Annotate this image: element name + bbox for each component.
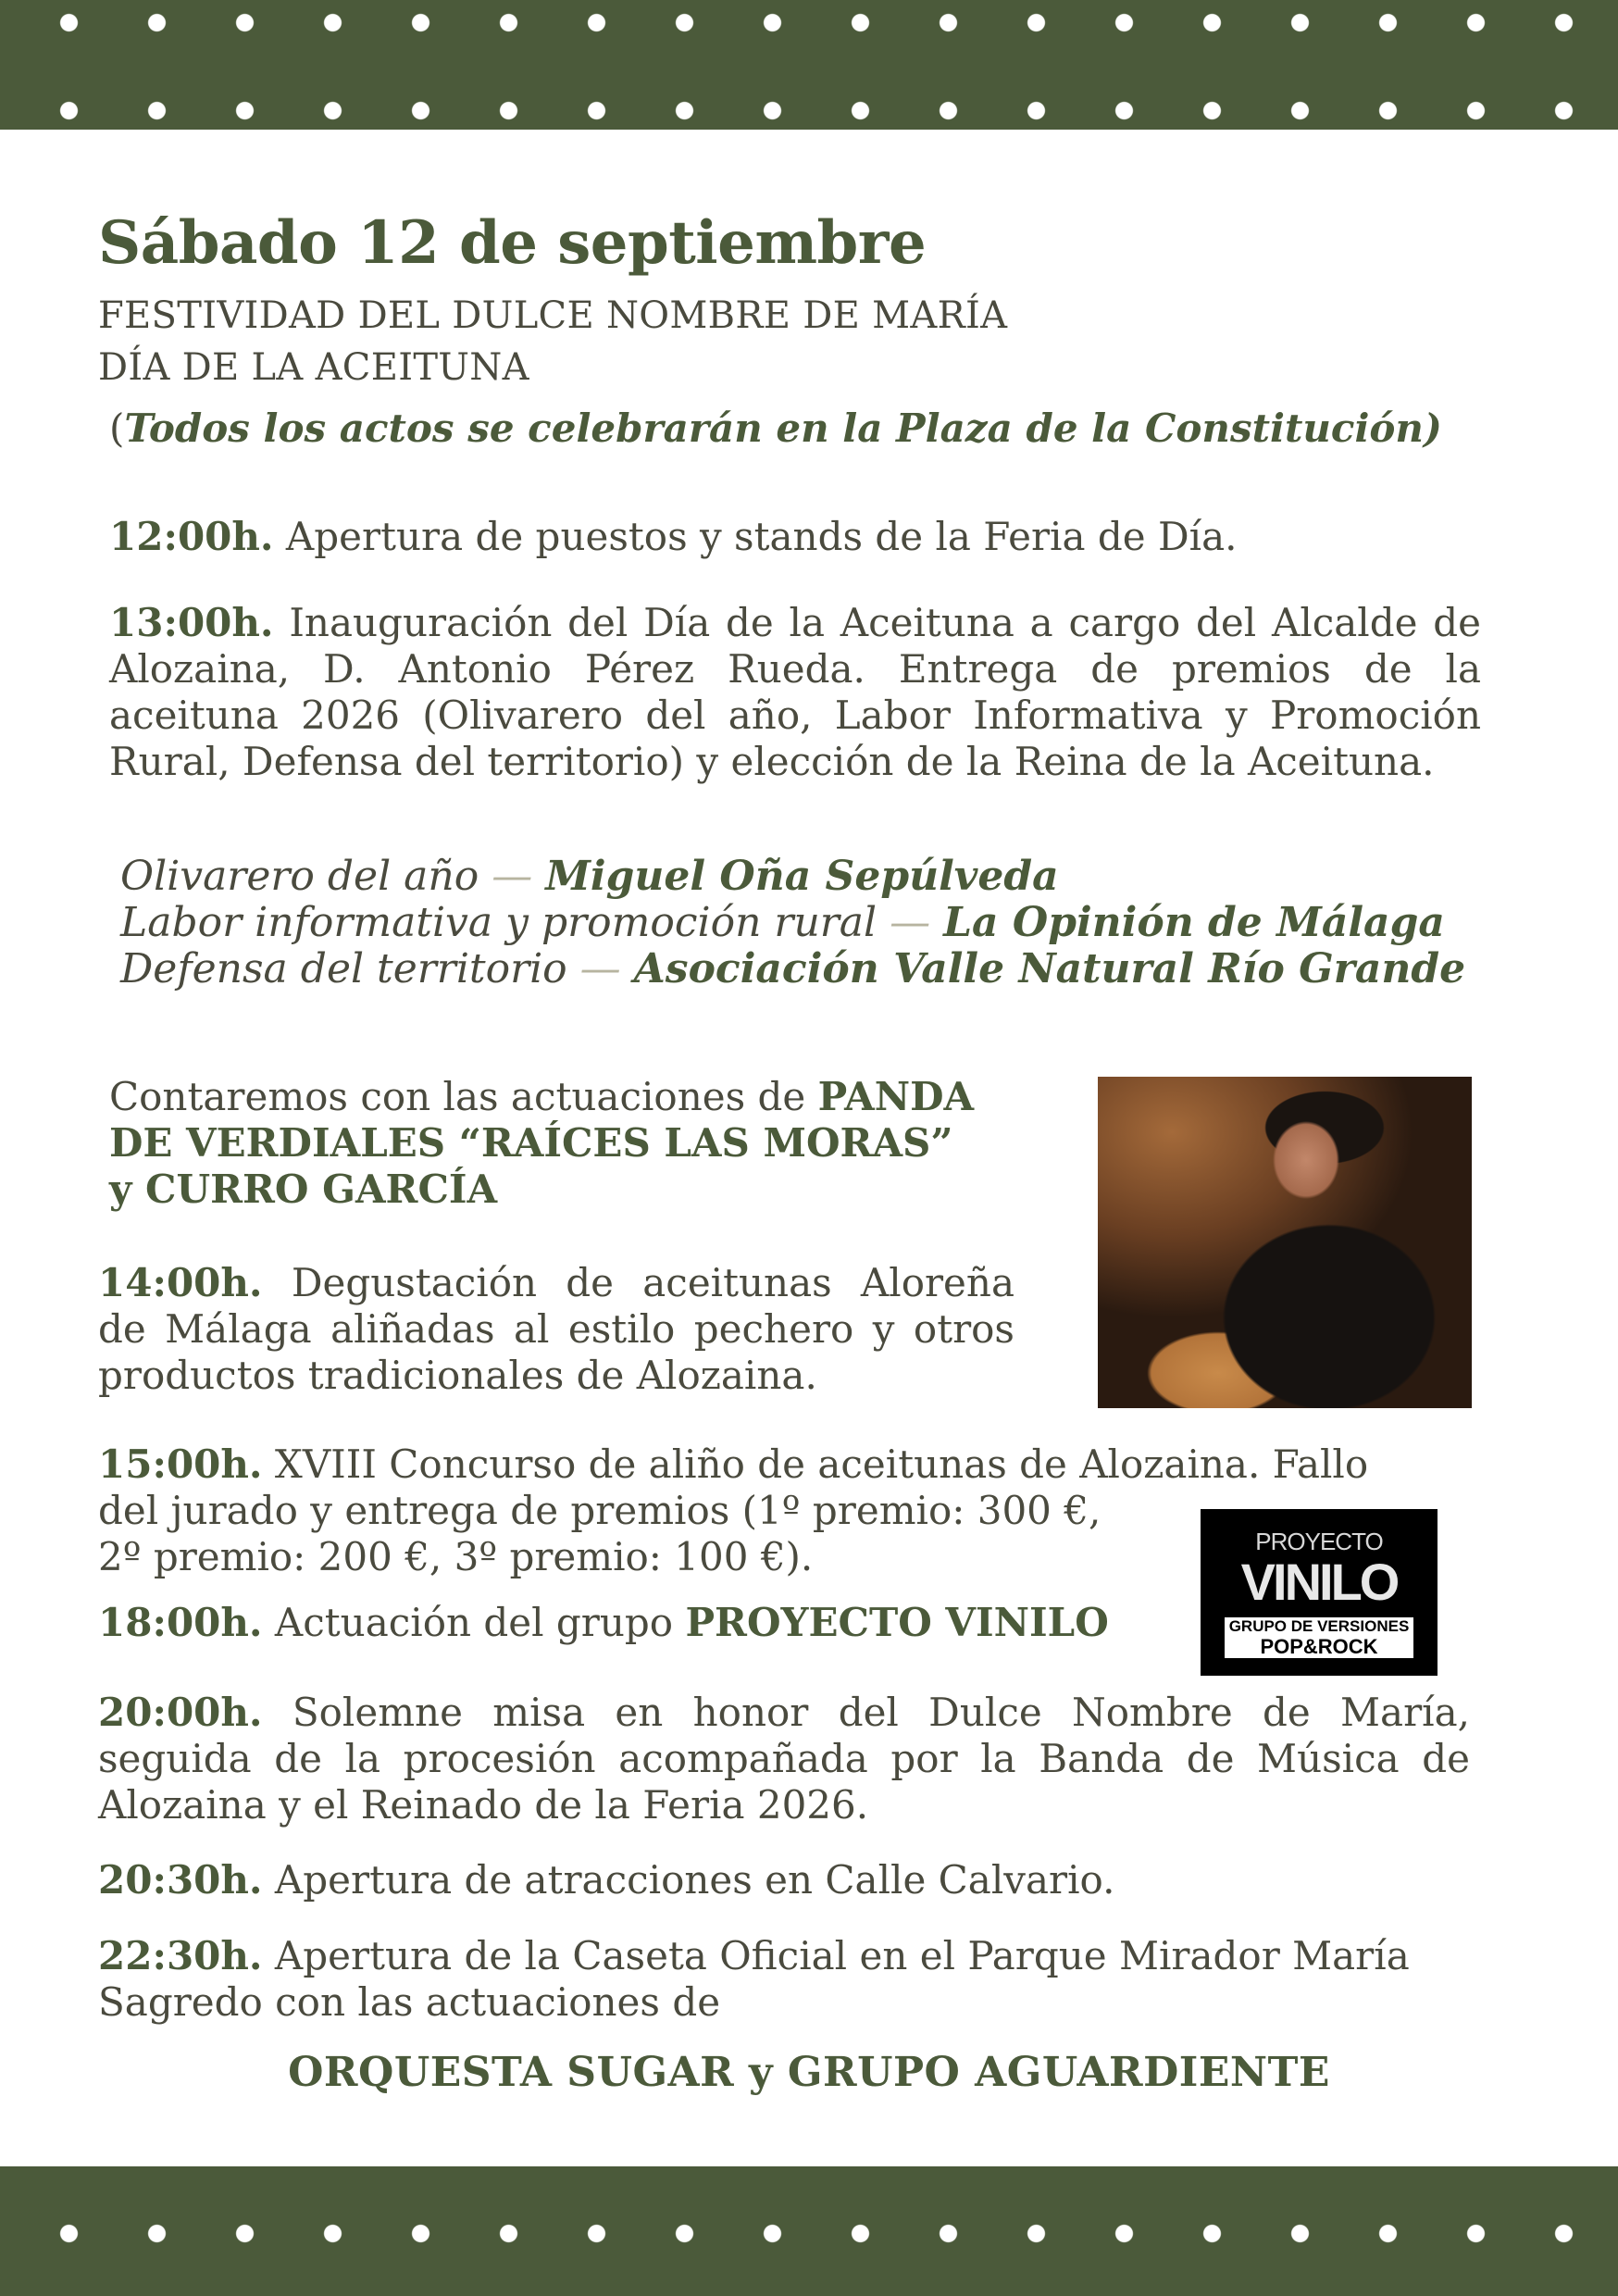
event-text-line: 2º premio: 200 €, 3º premio: 100 €). [98, 1534, 814, 1579]
event-1300 [109, 600, 1481, 785]
awards-list [120, 854, 1465, 992]
award-winner: Asociación Valle Natural Río Grande [633, 945, 1466, 992]
closing-performers: ORQUESTA SUGAR y GRUPO AGUARDIENTE [288, 2049, 1330, 2096]
performer-name: CURRO GARCÍA [145, 1167, 498, 1212]
event-2030 [98, 1857, 1431, 1903]
award-category: Defensa del territorio [120, 945, 567, 992]
event-text-line: del jurado y entrega de premios (1º premio: 300 €, [98, 1488, 1101, 1533]
performer-name: PANDA [817, 1074, 975, 1119]
event-text-line: Alozaina y el Reinado de la Feria 2026. [98, 1782, 869, 1828]
polka-dot-border-bottom [0, 2166, 1618, 2296]
award-category: Labor informativa y promoción rural [120, 899, 877, 946]
logo-text-main: VINILO [1240, 1553, 1398, 1611]
event-text-line: Degustación de aceitunas Aloreña [291, 1260, 1014, 1305]
award-separator: — [479, 853, 546, 900]
logo-genre: POP&ROCK [1225, 1636, 1413, 1658]
event-text-line: Apertura de la Caseta Oficial en el Parque Mirador María [274, 1933, 1410, 1978]
performer-name: DE VERDIALES “RAÍCES LAS MORAS” [109, 1120, 953, 1166]
polka-dot-border-top [0, 0, 1618, 130]
award-row [120, 854, 1465, 900]
event-text: Apertura de puestos y stands de la Feria de Día. [285, 514, 1238, 559]
festivity-subtitle: FESTIVIDAD DEL DULCE NOMBRE DE MARÍA [98, 294, 1008, 337]
event-text-line: Sagredo con las actuaciones de [98, 1979, 721, 2025]
award-winner: La Opinión de Málaga [943, 899, 1445, 946]
event-time: 13:00h. [109, 600, 274, 645]
performers-announcement [109, 1074, 1053, 1213]
event-1800 [98, 1600, 1209, 1646]
note-paren: ( [109, 406, 125, 451]
performer-photo [1098, 1077, 1472, 1408]
group-name: PROYECTO VINILO [685, 1600, 1109, 1645]
event-text-line: XVIII Concurso de aliño de aceitunas de Alozaina. Fallo [274, 1441, 1369, 1487]
award-separator: — [877, 899, 944, 946]
logo-tagline: GRUPO DE VERSIONES [1225, 1617, 1413, 1636]
event-text-line: Solemne misa en honor del Dulce Nombre de María, [292, 1690, 1470, 1735]
event-1400 [98, 1260, 1014, 1399]
event-time: 22:30h. [98, 1933, 263, 1978]
event-text-line: Alozaina, D. Antonio Pérez Rueda. Entrega de premios de la [109, 646, 1481, 692]
event-2000 [98, 1690, 1470, 1828]
event-text-line: aceituna 2026 (Olivarero del año, Labor Informativa y Promoción [109, 693, 1481, 738]
award-separator: — [566, 945, 634, 992]
event-time: 15:00h. [98, 1441, 263, 1487]
location-note [109, 406, 1442, 451]
event-time: 18:00h. [98, 1600, 263, 1645]
olive-day-subtitle: DÍA DE LA ACEITUNA [98, 346, 529, 389]
logo-text-top: PROYECTO [1255, 1528, 1383, 1555]
event-time: 20:30h. [98, 1857, 263, 1903]
event-time: 14:00h. [98, 1260, 263, 1305]
award-row [120, 900, 1465, 946]
performer-and: y [109, 1167, 146, 1212]
event-time: 20:00h. [98, 1690, 263, 1735]
event-text-line: Rural, Defensa del territorio) y elección de la Reina de la Aceituna. [109, 739, 1435, 784]
event-2230 [98, 1933, 1470, 2026]
page-title: Sábado 12 de septiembre [98, 208, 927, 278]
note-text: Todos los actos se celebrarán en la Plaza de la Constitución) [124, 406, 1442, 451]
event-text-line: Inauguración del Día de la Aceituna a cargo del Alcalde de [289, 600, 1481, 645]
event-text-line: seguida de la procesión acompañada por la Banda de Música de [98, 1736, 1470, 1781]
event-text-line: de Málaga aliñadas al estilo pechero y otros [98, 1306, 1014, 1352]
event-text-line: productos tradicionales de Alozaina. [98, 1353, 817, 1398]
event-text: Apertura de atracciones en Calle Calvario. [274, 1857, 1115, 1903]
event-text: Actuación del grupo [274, 1600, 686, 1645]
event-time: 12:00h. [109, 514, 274, 559]
proyecto-vinilo-logo [1201, 1509, 1438, 1676]
award-category: Olivarero del año [120, 853, 479, 900]
performers-intro: Contaremos con las actuaciones de [109, 1074, 818, 1119]
award-winner: Miguel Oña Sepúlveda [545, 853, 1059, 900]
award-row [120, 946, 1465, 992]
event-1200 [109, 514, 1479, 560]
